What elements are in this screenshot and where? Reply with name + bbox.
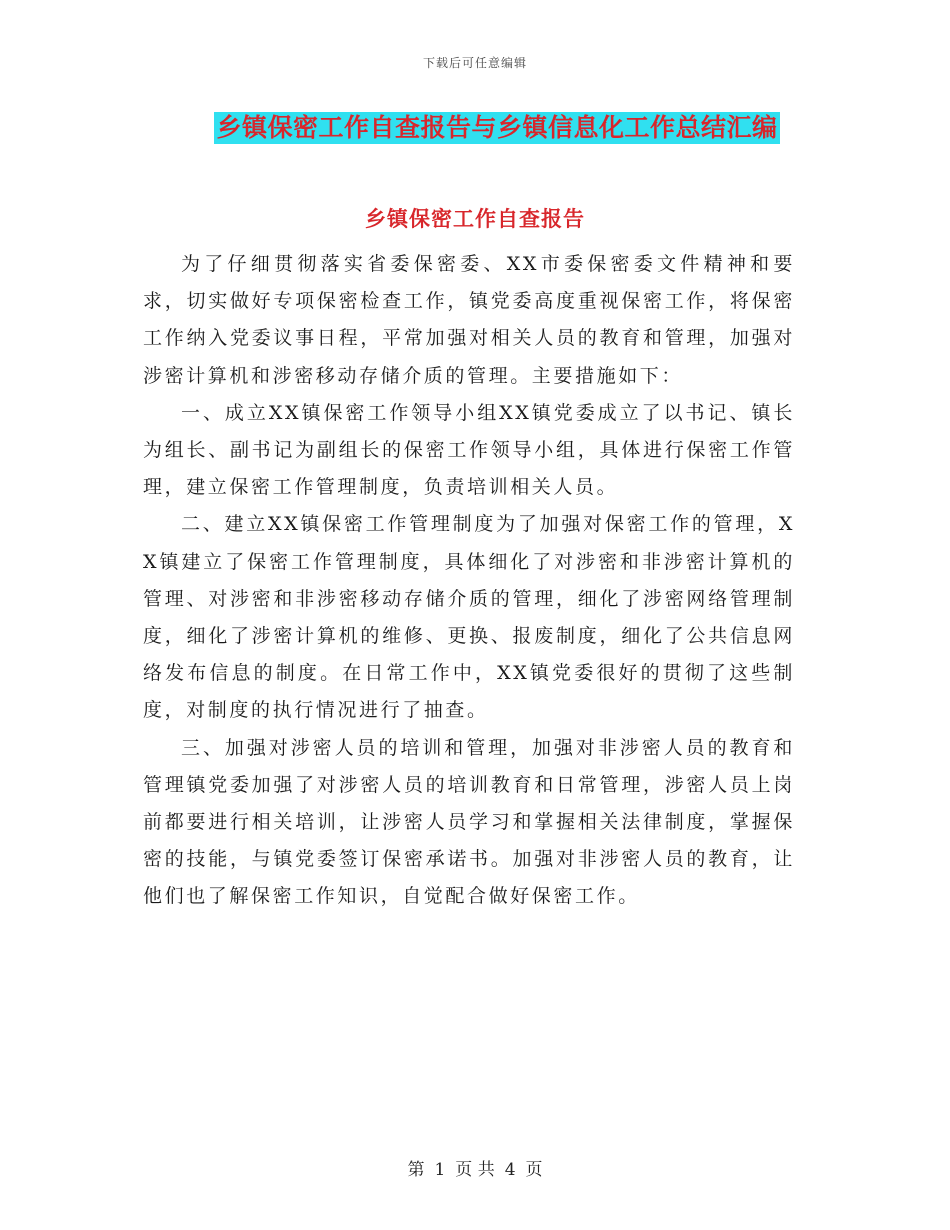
footer-total-pages: 4	[504, 1160, 516, 1180]
footer-suffix: 页	[525, 1160, 543, 1180]
paragraph-item-2: 二、建立XX镇保密工作管理制度为了加强对保密工作的管理，XX镇建立了保密工作管理制度，具体细化了对涉密和非涉密计算机的管理、对涉密和非涉密移动存储介质的管理，细化了涉密网络管理制度，细化了涉密计算机的维修、更换、报废制度，细化了公共信息网络发布信息的制度。在日常工作中，XX镇党委很好的贯彻了这些制度，对制度的执行情况进行了抽查。	[143, 513, 795, 722]
page-header-note: 下载后可任意编辑	[422, 56, 527, 70]
paragraph-item-1: 一、成立XX镇保密工作领导小组XX镇党委成立了以书记、镇长为组长、副书记为副组长的保密工作领导小组，具体进行保密工作管理，建立保密工作管理制度，负责培训相关人员。	[143, 401, 795, 499]
paragraph-item-3: 三、加强对涉密人员的培训和管理，加强对非涉密人员的教育和管理镇党委加强了对涉密人员的培训教育和日常管理，涉密人员上岗前都要进行相关培训，让涉密人员学习和掌握相关法律制度，掌握保密的技能，与镇党委签订保密承诺书。加强对非涉密人员的教育，让他们也了解保密工作知识，自觉配合做好保密工作。	[143, 736, 795, 908]
paragraph-intro: 为了仔细贯彻落实省委保密委、XX市委保密委文件精神和要求，切实做好专项保密检查工作，镇党委高度重视保密工作，将保密工作纳入党委议事日程，平常加强对相关人员的教育和管理，加强对涉密计算机和涉密移动存储介质的管理。主要措施如下：	[143, 253, 795, 387]
footer-current-page: 1	[434, 1160, 446, 1180]
document-body	[143, 246, 795, 916]
document-title	[0, 112, 950, 144]
section-title: 乡镇保密工作自查报告	[365, 207, 585, 231]
footer-prefix: 第	[407, 1160, 425, 1180]
footer-middle: 页 共	[455, 1160, 495, 1180]
page-number-footer	[0, 1155, 950, 1180]
document-title-text: 乡镇保密工作自查报告与乡镇信息化工作总结汇编	[216, 113, 778, 142]
